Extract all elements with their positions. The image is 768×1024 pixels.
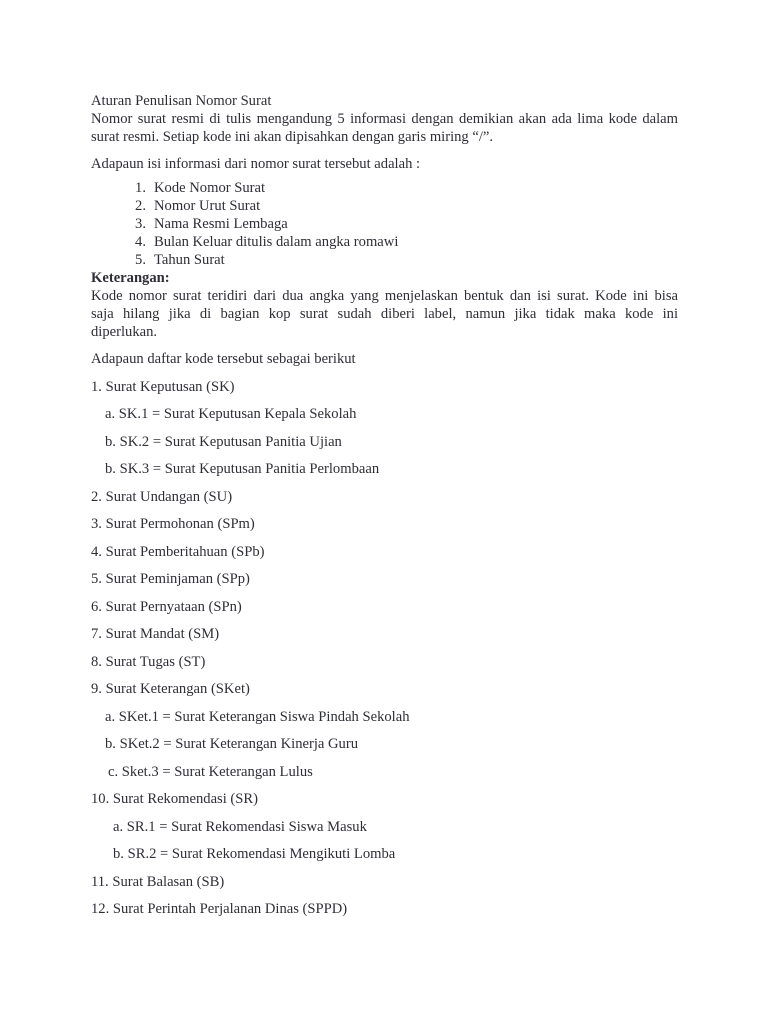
code-item: 7. Surat Mandat (SM) — [91, 626, 220, 642]
list-item — [91, 233, 678, 251]
list-item-text: Tahun Surat — [154, 252, 225, 268]
document-title: Aturan Penulisan Nomor Surat — [91, 93, 272, 109]
list-item — [91, 179, 678, 197]
list-item-text: Bulan Keluar ditulis dalam angka romawi — [154, 234, 399, 250]
info-heading: Adapaun isi informasi dari nomor surat tersebut adalah : — [91, 156, 421, 172]
list-item-text: Nama Resmi Lembaga — [154, 216, 288, 232]
document-page — [91, 92, 678, 918]
keterangan-label: Keterangan: — [91, 270, 170, 286]
intro-line-1: Nomor surat resmi di tulis mengandung 5 informasi dengan demikian akan ada lima kode dalam — [91, 111, 678, 127]
list-item-number: 1. — [135, 180, 146, 196]
code-item: 4. Surat Pemberitahuan (SPb) — [91, 543, 265, 560]
list-item — [91, 251, 678, 269]
code-item: 3. Surat Permohonan (SPm) — [91, 516, 255, 532]
list-item-text: Kode Nomor Surat — [154, 180, 266, 196]
code-item: 10. Surat Rekomendasi (SR) — [91, 791, 259, 807]
list-item-text: Nomor Urut Surat — [154, 198, 261, 214]
info-list — [91, 179, 678, 269]
intro-line-2: surat resmi. Setiap kode ini akan dipisahkan dengan garis miring “/”. — [91, 129, 494, 145]
code-subitem: a. SKet.1 = Surat Keterangan Siswa Pindah Sekolah — [105, 708, 410, 725]
code-subitem: b. SK.2 = Surat Keputusan Panitia Ujian — [105, 433, 342, 450]
list-item-number: 4. — [135, 234, 146, 250]
code-item: 8. Surat Tugas (ST) — [91, 653, 206, 670]
keterangan-line-2: saja hilang jika di bagian kop surat sudah diberi label, namun jika tidak maka kode ini — [91, 306, 678, 322]
list-item — [91, 197, 678, 215]
list-item-number: 2. — [135, 198, 146, 214]
code-subitem: b. SR.2 = Surat Rekomendasi Mengikuti Lomba — [113, 846, 396, 862]
code-item: 11. Surat Balasan (SB) — [91, 873, 225, 890]
list-item-number: 3. — [135, 216, 146, 232]
code-item: 2. Surat Undangan (SU) — [91, 488, 233, 505]
code-subitem: b. SK.3 = Surat Keputusan Panitia Perlombaan — [105, 461, 380, 477]
code-item: 9. Surat Keterangan (SKet) — [91, 681, 250, 697]
list-item-number: 5. — [135, 252, 146, 268]
keterangan-line-1: Kode nomor surat teridiri dari dua angka yang menjelaskan bentuk dan isi surat. Kode ini bisa — [91, 288, 678, 304]
code-subitem: a. SR.1 = Surat Rekomendasi Siswa Masuk — [113, 818, 367, 835]
daftar-heading: Adapaun daftar kode tersebut sebagai berikut — [91, 351, 356, 367]
code-item: 12. Surat Perintah Perjalanan Dinas (SPPD) — [91, 901, 348, 917]
code-item: 6. Surat Pernyataan (SPn) — [91, 598, 242, 615]
code-subitem: b. SKet.2 = Surat Keterangan Kinerja Guru — [105, 736, 359, 752]
list-item — [91, 215, 678, 233]
code-subitem: a. SK.1 = Surat Keputusan Kepala Sekolah — [105, 406, 357, 422]
code-subitem: c. Sket.3 = Surat Keterangan Lulus — [108, 763, 313, 780]
code-item: 1. Surat Keputusan (SK) — [91, 378, 235, 395]
keterangan-line-3: diperlukan. — [91, 324, 158, 340]
code-item: 5. Surat Peminjaman (SPp) — [91, 571, 250, 587]
